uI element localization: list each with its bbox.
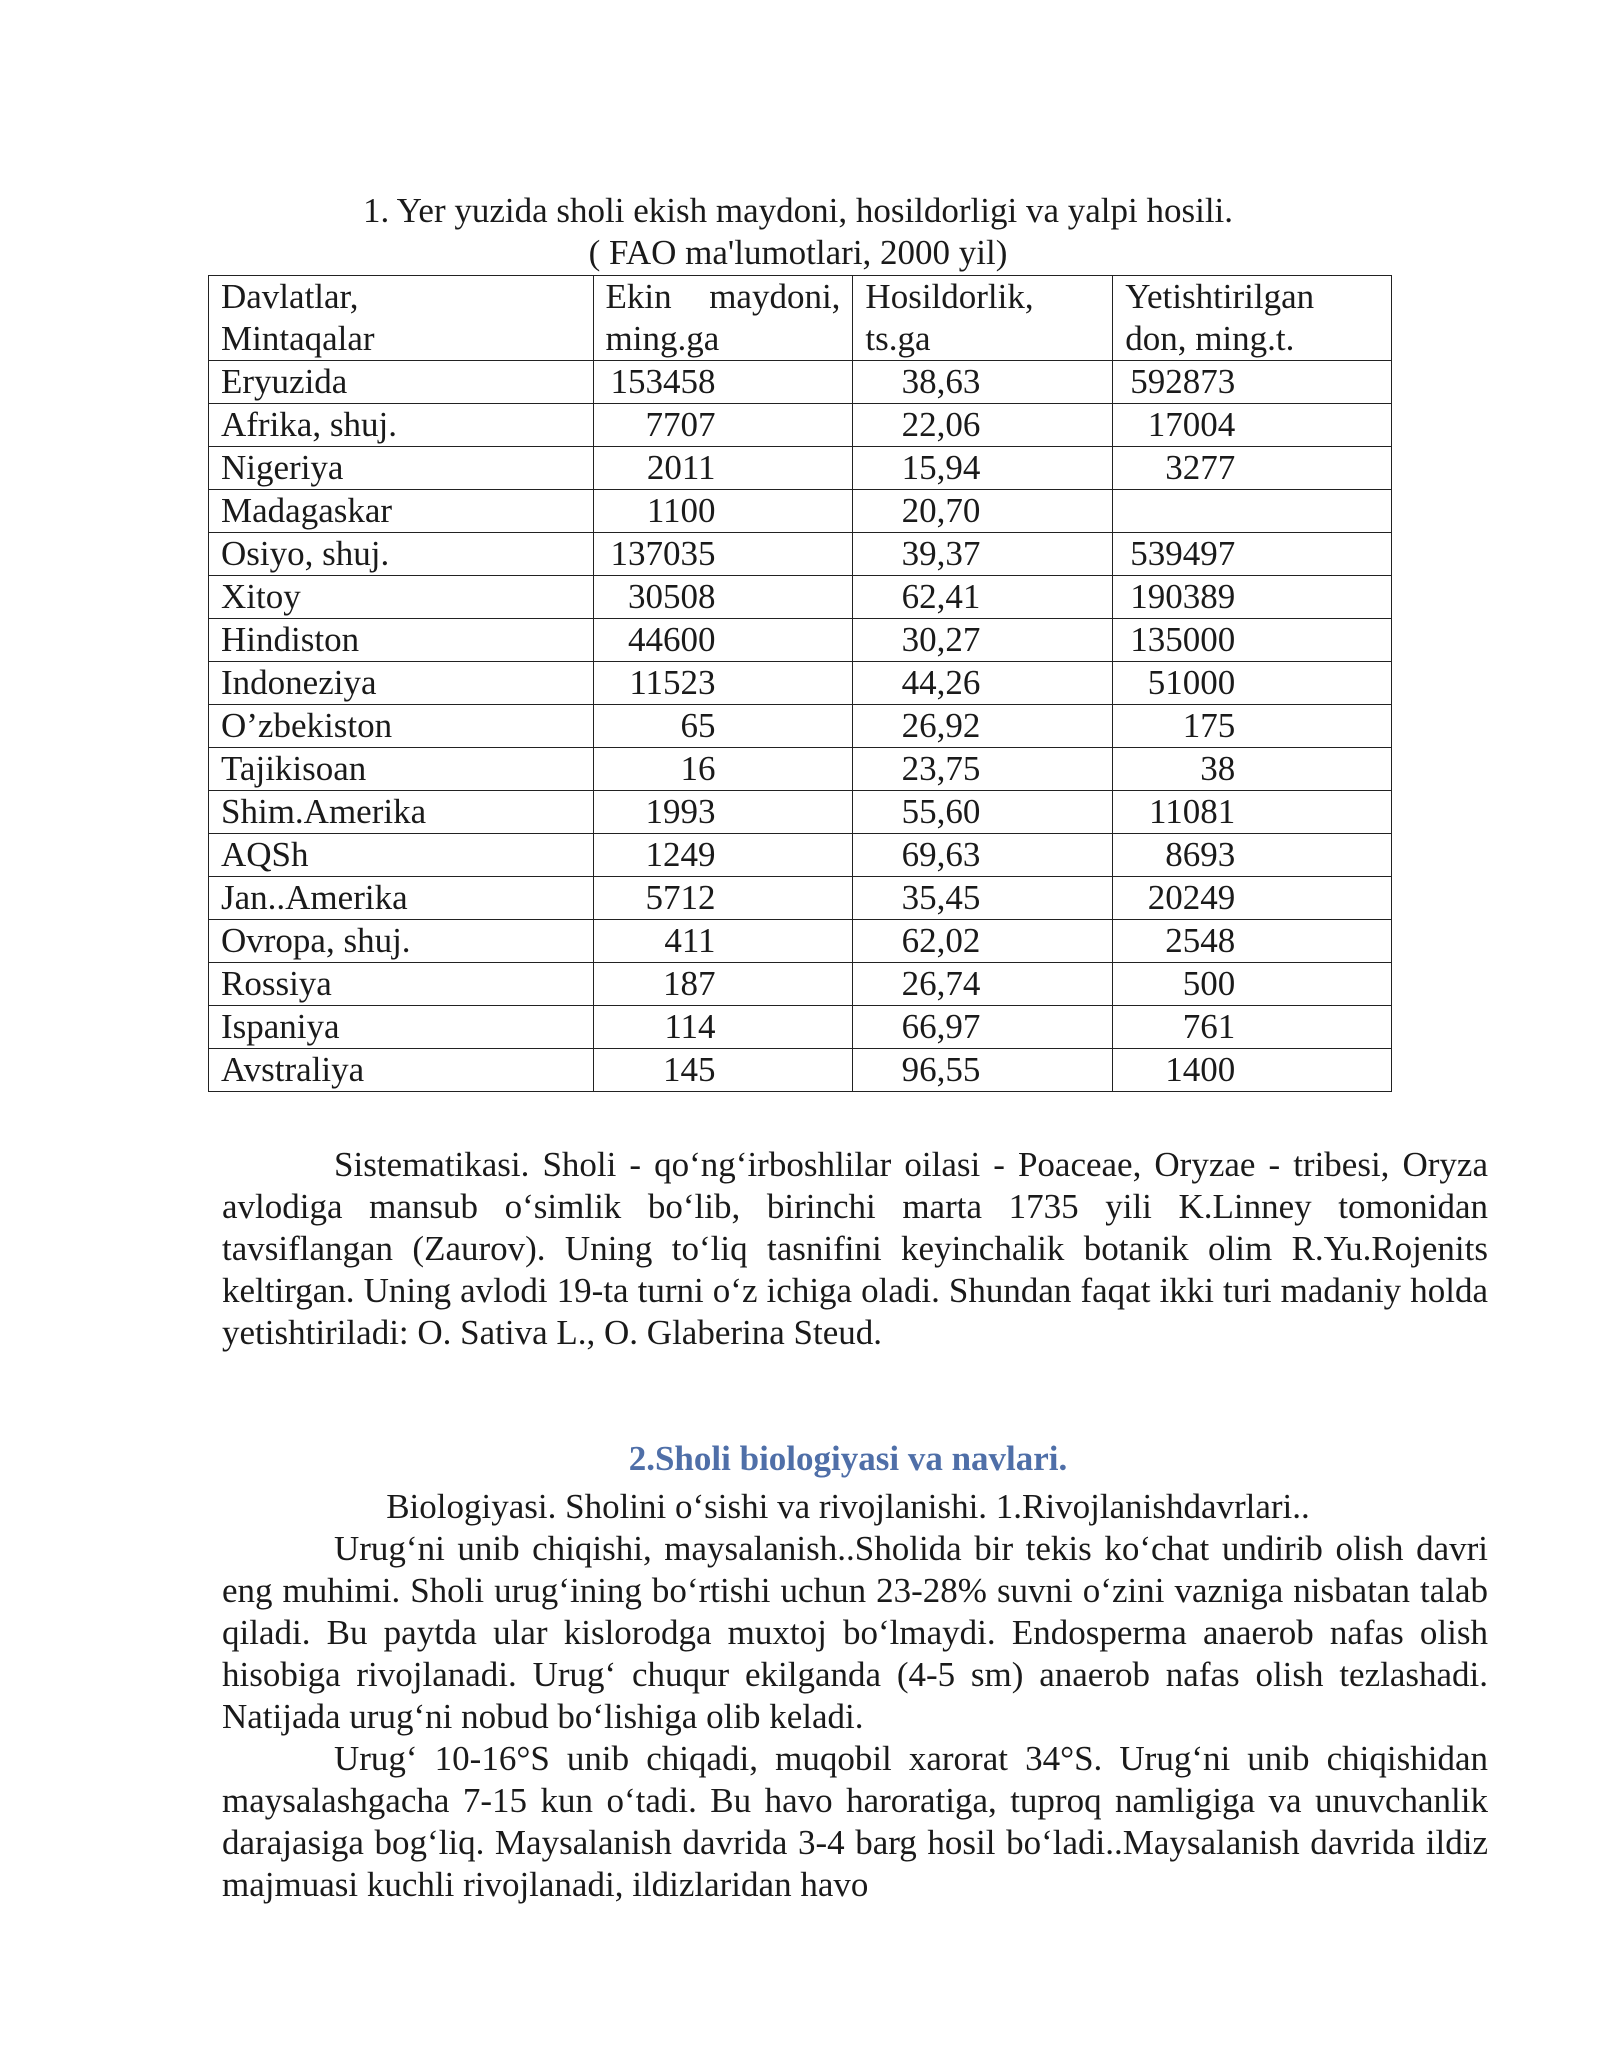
cell-yield-value: 38,63: [901, 362, 981, 401]
cell-area-value: 7707: [645, 405, 716, 444]
cell-area: [593, 705, 853, 748]
cell-total: [1113, 920, 1392, 963]
cell-area: [593, 791, 853, 834]
cell-area-value: 65: [680, 706, 716, 745]
cell-region: Osiyo, shuj.: [209, 533, 594, 576]
header-region: [209, 276, 594, 361]
cell-total: [1113, 791, 1392, 834]
cell-region: Ovropa, shuj.: [209, 920, 594, 963]
cell-region: Nigeriya: [209, 447, 594, 490]
cell-area: [593, 447, 853, 490]
cell-area: [593, 533, 853, 576]
header-total-line1: Yetishtirilgan: [1125, 277, 1315, 316]
table-row: [209, 361, 1392, 404]
cell-yield: [853, 748, 1113, 791]
cell-total-value: 135000: [1130, 620, 1236, 659]
cell-yield-value: 62,41: [901, 577, 981, 616]
cell-region: Xitoy: [209, 576, 594, 619]
cell-area-value: 411: [664, 921, 716, 960]
cell-yield-value: 26,74: [901, 964, 981, 1003]
table-source: ( FAO ma'lumotlari, 2000 yil): [588, 233, 1008, 272]
cell-total: [1113, 576, 1392, 619]
cell-yield-value: 35,45: [901, 878, 981, 917]
header-yield-line1: Hosildorlik,: [865, 277, 1034, 316]
cell-total: [1113, 877, 1392, 920]
cell-total: [1113, 490, 1392, 533]
cell-area-value: 145: [663, 1050, 716, 1089]
header-area-line1: [606, 276, 853, 318]
cell-yield-value: 62,02: [901, 921, 981, 960]
rice-production-table: [208, 275, 1392, 1092]
cell-region: O’zbekiston: [209, 705, 594, 748]
cell-total: [1113, 533, 1392, 576]
cell-yield-value: 66,97: [901, 1007, 981, 1046]
header-region-line2: Mintaqalar: [221, 319, 375, 358]
cell-area: [593, 619, 853, 662]
cell-yield: [853, 834, 1113, 877]
table-row: [209, 533, 1392, 576]
cell-total: [1113, 963, 1392, 1006]
cell-area-value: 44600: [628, 620, 716, 659]
cell-region: Avstraliya: [209, 1049, 594, 1092]
cell-area: [593, 662, 853, 705]
table-row: [209, 705, 1392, 748]
table-row: [209, 963, 1392, 1006]
cell-region: Afrika, shuj.: [209, 404, 594, 447]
cell-yield: [853, 447, 1113, 490]
cell-yield-value: 15,94: [901, 448, 981, 487]
cell-total: [1113, 1006, 1392, 1049]
cell-yield-value: 30,27: [901, 620, 981, 659]
cell-area: [593, 490, 853, 533]
cell-total: [1113, 361, 1392, 404]
cell-area: [593, 1049, 853, 1092]
cell-total-value: 500: [1182, 964, 1236, 1003]
cell-total-value: 539497: [1130, 534, 1236, 573]
cell-total-value: 761: [1182, 1007, 1236, 1046]
cell-total-value: 1400: [1165, 1050, 1236, 1089]
header-area: [593, 276, 853, 361]
table-row: [209, 662, 1392, 705]
cell-yield: [853, 705, 1113, 748]
cell-yield: [853, 490, 1113, 533]
table-title: 1. Yer yuzida sholi ekish maydoni, hosildorligi va yalpi hosili.: [362, 191, 1234, 230]
cell-total: [1113, 447, 1392, 490]
cell-yield-value: 69,63: [901, 835, 981, 874]
systematics-paragraph: Sistematikasi. Sholi - qo‘ng‘irboshlilar oilasi - Poaceae, Oryzae - tribesi, Oryza avlodiga mansub o‘simlik bo‘lib, birinchi marta 1735 yili K.Linney tomonidan tavsiflangan (Zaurov). Uning to‘liq tasnifini keyinchalik botanik olim R.Yu.Rojenits keltirgan. Uning avlodi 19-ta turni o‘z ichiga oladi. Shundan faqat ikki turi madaniy holda yetishtiriladi: O. Sativa L., O. Glaberina Steud.: [222, 1145, 1488, 1352]
header-region-line1: Davlatlar,: [221, 277, 359, 316]
cell-area: [593, 1006, 853, 1049]
cell-yield: [853, 920, 1113, 963]
cell-yield: [853, 963, 1113, 1006]
cell-area-value: 5712: [645, 878, 716, 917]
cell-region: Ispaniya: [209, 1006, 594, 1049]
cell-yield: [853, 1049, 1113, 1092]
cell-region: Rossiya: [209, 963, 594, 1006]
cell-area-value: 2011: [646, 448, 716, 487]
cell-total-value: 11081: [1149, 792, 1236, 831]
cell-total: [1113, 619, 1392, 662]
section-heading: 2.Sholi biologiyasi va navlari.: [628, 1439, 1068, 1478]
cell-area-value: 137035: [610, 534, 716, 573]
header-area-word1: Ekin: [605, 277, 672, 316]
table-row: [209, 404, 1392, 447]
cell-total-value: 51000: [1147, 663, 1236, 702]
table-row: [209, 791, 1392, 834]
cell-total-value: 592873: [1130, 362, 1236, 401]
cell-area-value: 114: [664, 1007, 716, 1046]
cell-area-value: 187: [663, 964, 716, 1003]
cell-total-value: 38: [1200, 749, 1236, 788]
header-yield-line2: ts.ga: [865, 319, 931, 358]
cell-region: Eryuzida: [209, 361, 594, 404]
table-row: [209, 748, 1392, 791]
cell-area: [593, 920, 853, 963]
cell-area: [593, 576, 853, 619]
germination-paragraph: Urug‘ni unib chiqishi, maysalanish..Sholida bir tekis ko‘chat undirib olish davri eng muhimi. Sholi urug‘ining bo‘rtishi uchun 23-28% suvni o‘zini vazniga nisbatan talab qiladi. Bu paytda ular kislorodga muxtoj bo‘lmaydi. Endosperma anaerob nafas olish hisobiga rivojlanadi. Urug‘ chuqur ekilganda (4-5 sm) anaerob nafas olish tezlashadi. Natijada urug‘ni nobud bo‘lishiga olib keladi.: [222, 1529, 1488, 1736]
cell-yield-value: 22,06: [901, 405, 981, 444]
table-row: [209, 877, 1392, 920]
cell-yield: [853, 791, 1113, 834]
table-row: [209, 619, 1392, 662]
table-row: [209, 1049, 1392, 1092]
table-header-row: [209, 276, 1392, 361]
table-row: [209, 576, 1392, 619]
cell-yield-value: 26,92: [901, 706, 981, 745]
cell-region: Shim.Amerika: [209, 791, 594, 834]
cell-yield: [853, 1006, 1113, 1049]
cell-total-value: 8693: [1165, 835, 1236, 874]
cell-total-value: 17004: [1147, 405, 1236, 444]
cell-yield-value: 20,70: [901, 491, 981, 530]
cell-area-value: 1249: [645, 835, 716, 874]
header-total-line2: don, ming.t.: [1125, 319, 1295, 358]
cell-total-value: 2548: [1165, 921, 1236, 960]
cell-total: [1113, 748, 1392, 791]
cell-region: AQSh: [209, 834, 594, 877]
cell-yield: [853, 662, 1113, 705]
cell-yield-value: 23,75: [901, 749, 981, 788]
cell-yield: [853, 404, 1113, 447]
cell-yield: [853, 619, 1113, 662]
cell-area-value: 1993: [645, 792, 716, 831]
cell-total-value: 20249: [1147, 878, 1236, 917]
cell-total: [1113, 662, 1392, 705]
cell-region: Tajikisoan: [209, 748, 594, 791]
cell-total: [1113, 404, 1392, 447]
cell-area: [593, 877, 853, 920]
cell-region: Hindiston: [209, 619, 594, 662]
cell-yield: [853, 877, 1113, 920]
header-total: [1113, 276, 1392, 361]
cell-total-value: 175: [1182, 706, 1236, 745]
cell-area: [593, 834, 853, 877]
cell-yield-value: 39,37: [901, 534, 981, 573]
cell-region: Jan..Amerika: [209, 877, 594, 920]
cell-yield-value: 55,60: [901, 792, 981, 831]
cell-area-value: 11523: [629, 663, 716, 702]
table-row: [209, 920, 1392, 963]
cell-area-value: 16: [680, 749, 716, 788]
header-yield: [853, 276, 1113, 361]
table-row: [209, 490, 1392, 533]
table-row: [209, 1006, 1392, 1049]
cell-area-value: 30508: [628, 577, 716, 616]
cell-total: [1113, 1049, 1392, 1092]
cell-total-value: 190389: [1130, 577, 1236, 616]
cell-yield: [853, 533, 1113, 576]
table-row: [209, 447, 1392, 490]
header-area-line2: ming.ga: [605, 319, 720, 358]
cell-yield: [853, 576, 1113, 619]
cell-total: [1113, 834, 1392, 877]
cell-region: Madagaskar: [209, 490, 594, 533]
cell-area: [593, 748, 853, 791]
header-area-word2: maydoni,: [709, 277, 841, 316]
cell-total-value: 3277: [1165, 448, 1236, 487]
cell-area-value: 153458: [610, 362, 716, 401]
table-row: [209, 834, 1392, 877]
cell-total: [1113, 705, 1392, 748]
temperature-paragraph: Urug‘ 10-16°S unib chiqadi, muqobil xarorat 34°S. Urug‘ni unib chiqishidan maysalashgacha 7-15 kun o‘tadi. Bu havo haroratiga, tuproq namligiga va unuvchanlik darajasiga bog‘liq. Maysalanish davrida 3-4 barg hosil bo‘ladi..Maysalanish davrida ildiz majmuasi kuchli rivojlanadi, ildizlaridan havo: [222, 1739, 1488, 1904]
cell-area-value: 1100: [646, 491, 716, 530]
cell-yield-value: 96,55: [901, 1050, 981, 1089]
cell-yield: [853, 361, 1113, 404]
cell-region: Indoneziya: [209, 662, 594, 705]
section-subheading: Biologiyasi. Sholini o‘sishi va rivojlanishi. 1.Rivojlanishdavrlari..: [386, 1487, 1310, 1526]
cell-area: [593, 963, 853, 1006]
cell-yield-value: 44,26: [901, 663, 981, 702]
cell-area: [593, 404, 853, 447]
cell-area: [593, 361, 853, 404]
